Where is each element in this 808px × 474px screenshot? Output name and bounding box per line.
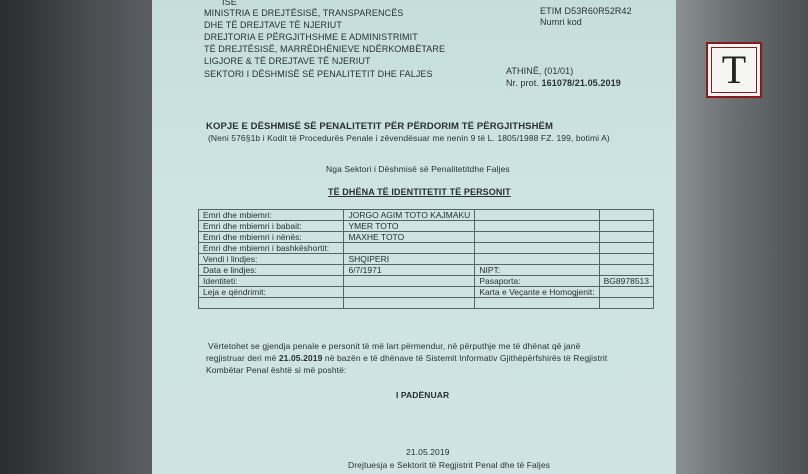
row-value-2 bbox=[599, 287, 653, 298]
from-line: Nga Sektori i Dëshmisë së Penalitetitdhe Faljes bbox=[326, 164, 510, 174]
table-row bbox=[199, 287, 654, 298]
row-label: Emri dhe mbiemri i babait: bbox=[199, 221, 344, 232]
body-line-2 bbox=[206, 353, 607, 363]
row-value-2: BG8978513 bbox=[599, 276, 653, 287]
row-value-2 bbox=[599, 254, 653, 265]
row-label-2 bbox=[475, 221, 599, 232]
prot-line bbox=[506, 78, 621, 88]
table-row bbox=[199, 276, 654, 287]
table-row bbox=[199, 298, 654, 309]
footer-date: 21.05.2019 bbox=[406, 447, 450, 457]
table-row bbox=[199, 221, 654, 232]
row-label-2 bbox=[475, 243, 599, 254]
row-label: Identiteti: bbox=[199, 276, 344, 287]
row-label: Data e lindjes: bbox=[199, 265, 344, 276]
code-label: Numri kod bbox=[540, 17, 582, 27]
row-value: MAXHE TOTO bbox=[344, 232, 475, 243]
footer-signatory: Drejtuesja e Sektorit të Regjistrit Penal dhe të Faljes bbox=[348, 460, 551, 470]
identity-table bbox=[198, 209, 654, 309]
row-value: 6/7/1971 bbox=[344, 265, 475, 276]
verdict: I PADËNUAR bbox=[396, 390, 450, 400]
row-value-2 bbox=[599, 210, 653, 221]
row-value-2 bbox=[599, 232, 653, 243]
row-label: Emri dhe mbiemri i bashkëshortit: bbox=[199, 243, 344, 254]
row-label: Vendi i lindjes: bbox=[199, 254, 344, 265]
row-label-2 bbox=[475, 254, 599, 265]
row-value: YMER TOTO bbox=[344, 221, 475, 232]
header-directorate: DREJTORIA E PËRGJITHSHME E ADMINISTRIMIT bbox=[204, 32, 418, 42]
table-row bbox=[199, 210, 654, 221]
row-value: SHQIPERI bbox=[344, 254, 475, 265]
row-value bbox=[344, 298, 475, 309]
row-value bbox=[344, 287, 475, 298]
table-row bbox=[199, 232, 654, 243]
header-partial-top: ISE bbox=[222, 0, 237, 7]
body-line-2-date: 21.05.2019 bbox=[278, 353, 323, 363]
row-label: Leja e qëndrimit: bbox=[199, 287, 344, 298]
section-title: TË DHËNA TË IDENTITETIT TË PERSONIT bbox=[328, 187, 511, 197]
document-title: KOPJE E DËSHMISË SË PENALITETIT PËR PËRDORIM TË PËRGJITHSHËM bbox=[206, 121, 553, 132]
header-ministry-2: DHE TË DREJTAVE TË NJERIUT bbox=[204, 20, 342, 30]
row-label-2 bbox=[475, 232, 599, 243]
table-row bbox=[199, 265, 654, 276]
row-value: JORGO AGIM TOTO KAJMAKU bbox=[344, 210, 475, 221]
code-line: ETIM D53R60R52R42 bbox=[540, 6, 632, 16]
header-ministry: MINISTRIA E DREJTËSISË, TRANSPARENCËS bbox=[204, 8, 404, 18]
row-label bbox=[199, 298, 344, 309]
legal-reference: (Neni 576§1b i Kodit të Procedurës Penale i zëvendësuar me nenin 9 të L. 1805/1988 FZ. 199, botimi A) bbox=[208, 133, 610, 143]
channel-logo bbox=[706, 42, 762, 98]
place-label: ATHINË, (01/01) bbox=[506, 66, 574, 76]
table-row bbox=[199, 243, 654, 254]
channel-logo-letter: T bbox=[711, 47, 757, 93]
row-value-2 bbox=[599, 265, 653, 276]
row-label-2: NIPT: bbox=[475, 265, 599, 276]
document-page bbox=[152, 0, 678, 474]
body-line-2-post: në bazën e të dhënave të Sistemit Informativ Gjithëpërfshirës të Regjistrit bbox=[322, 353, 608, 363]
header-sector: SEKTORI I DËSHMISË SË PENALITETIT DHE FALJES bbox=[204, 69, 433, 79]
row-value bbox=[344, 276, 475, 287]
row-value bbox=[344, 243, 475, 254]
prot-label: Nr. prot. bbox=[506, 78, 539, 88]
row-label-2 bbox=[475, 210, 599, 221]
header-directorate-3: LIGJORE & TË DREJTAVE TË NJERIUT bbox=[204, 56, 371, 66]
table-row bbox=[199, 254, 654, 265]
row-label-2: Karta e Veçante e Homogjenit: bbox=[475, 287, 599, 298]
row-value-2 bbox=[599, 243, 653, 254]
row-label-2: Pasaporta: bbox=[475, 276, 599, 287]
left-background bbox=[0, 0, 152, 474]
row-value-2 bbox=[599, 221, 653, 232]
body-line-3: Kombëtar Penal është si më poshtë: bbox=[206, 365, 347, 375]
row-label: Emri dhe mbiemri i nënës: bbox=[199, 232, 344, 243]
header-directorate-2: TË DREJTËSISË, MARRËDHËNIEVE NDËRKOMBËTARE bbox=[204, 44, 446, 54]
body-line-2-pre: regjistruar deri më bbox=[206, 353, 279, 363]
row-value-2 bbox=[599, 298, 653, 309]
row-label-2 bbox=[475, 298, 599, 309]
row-label: Emri dhe mbiemri: bbox=[199, 210, 344, 221]
prot-value: 161078/21.05.2019 bbox=[541, 78, 621, 88]
body-line-1: Vërtetohet se gjendja penale e personit të më lart përmendur, në përputhje me të dhënat që janë bbox=[208, 341, 581, 351]
